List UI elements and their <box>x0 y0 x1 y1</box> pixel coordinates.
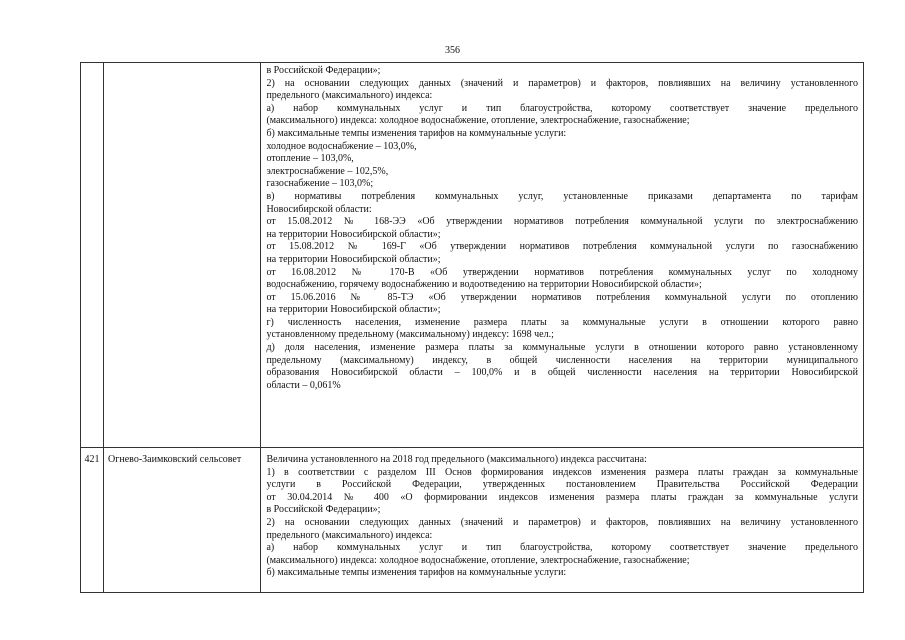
table-row <box>81 63 864 448</box>
text-line: г) численность населения, изменение размера платы за коммунальные услуги в отношении которого равно <box>266 316 858 328</box>
text-line: установленному предельному (максимальному) индексу: 1698 чел.; <box>266 329 554 341</box>
page-number: 356 <box>445 45 460 56</box>
municipality-cell <box>104 63 261 448</box>
text-line: на территории Новосибирской области»; <box>266 253 441 265</box>
text-line: 1) в соответствии с разделом III Основ формирования индексов изменения размера платы граждан за коммунальные <box>266 466 858 478</box>
text-line: газоснабжение – 103,0%; <box>266 178 374 190</box>
text-line: в) нормативы потребления коммунальных услуг, установленные приказами департамента по тарифам <box>266 190 858 202</box>
text-line: Новосибирской области: <box>266 203 372 215</box>
table-row <box>81 448 864 593</box>
row-number-cell <box>81 63 104 448</box>
text-line: б) максимальные темпы изменения тарифов на коммунальные услуги: <box>266 127 567 139</box>
municipality-cell: Огнево-Заимковский сельсовет <box>104 448 261 593</box>
row-number-cell: 421 <box>81 448 104 593</box>
text-line: в Российской Федерации»; <box>266 504 381 516</box>
text-line: от 15.08.2012 № 168-ЭЭ «Об утверждении нормативов потребления коммунальной услуги по электроснабжению <box>266 216 858 228</box>
text-line: д) доля населения, изменение размера платы за коммунальные услуги в отношении которого равно установленному <box>266 342 858 354</box>
text-line: на территории Новосибирской области»; <box>266 228 441 240</box>
text-line: отопление – 103,0%, <box>266 153 354 165</box>
text-line: от 30.04.2014 № 400 «О формировании индексов изменения размера платы граждан за коммунальные услуги <box>266 491 858 503</box>
text-line: 2) на основании следующих данных (значений и параметров) и факторов, повлиявших на величину установленного <box>266 77 858 89</box>
text-line: предельного (максимального) индекса: <box>266 90 433 102</box>
text-line: (максимального) индекса: холодное водоснабжение, отопление, электроснабжение, газоснабжение; <box>266 554 690 566</box>
text-line: на территории Новосибирской области»; <box>266 304 441 316</box>
text-line: от 16.08.2012 № 170-В «Об утверждении нормативов потребления коммунальных услуг по холодному <box>266 266 858 278</box>
text-line: электроснабжение – 102,5%, <box>266 165 389 177</box>
text-line: в Российской Федерации»; <box>266 65 381 76</box>
text-line: 2) на основании следующих данных (значений и параметров) и факторов, повлиявших на величину установленного <box>266 516 858 528</box>
text-line: водоснабжению, горячему водоснабжению и водоотведению на территории Новосибирской области»; <box>266 279 702 291</box>
text-line: от 15.08.2012 № 169-Г «Об утверждении нормативов потребления коммунальной услуги по газоснабжению <box>266 241 858 253</box>
text-line: (максимального) индекса: холодное водоснабжение, отопление, электроснабжение, газоснабжение; <box>266 115 690 127</box>
text-line: области – 0,061% <box>266 379 341 391</box>
text-line: образования Новосибирской области – 100,0% и в общей численности населения на территории Новосибирской <box>266 367 858 379</box>
text-line: холодное водоснабжение – 103,0%, <box>266 140 417 152</box>
text-line: а) набор коммунальных услуг и тип благоустройства, которому соответствует значение предельного <box>266 102 858 114</box>
text-line: услуги в Российской Федерации, утвержденных постановлением Правительства Российской Федерации <box>266 479 858 491</box>
text-line: предельного (максимального) индекса: <box>266 529 433 541</box>
description-cell <box>261 448 864 593</box>
index-table <box>80 62 864 593</box>
text-line: б) максимальные темпы изменения тарифов на коммунальные услуги: <box>266 567 567 579</box>
text-line: от 15.06.2016 № 85-ТЭ «Об утверждении нормативов потребления коммунальной услуги по отоплению <box>266 291 858 303</box>
description-cell <box>261 63 864 448</box>
text-line: Величина установленного на 2018 год предельного (максимального) индекса рассчитана: <box>266 454 647 465</box>
text-line: предельному (максимальному) индексу, в общей численности населения на территории муниципального <box>266 354 858 366</box>
text-line: а) набор коммунальных услуг и тип благоустройства, которому соответствует значение предельного <box>266 542 858 554</box>
